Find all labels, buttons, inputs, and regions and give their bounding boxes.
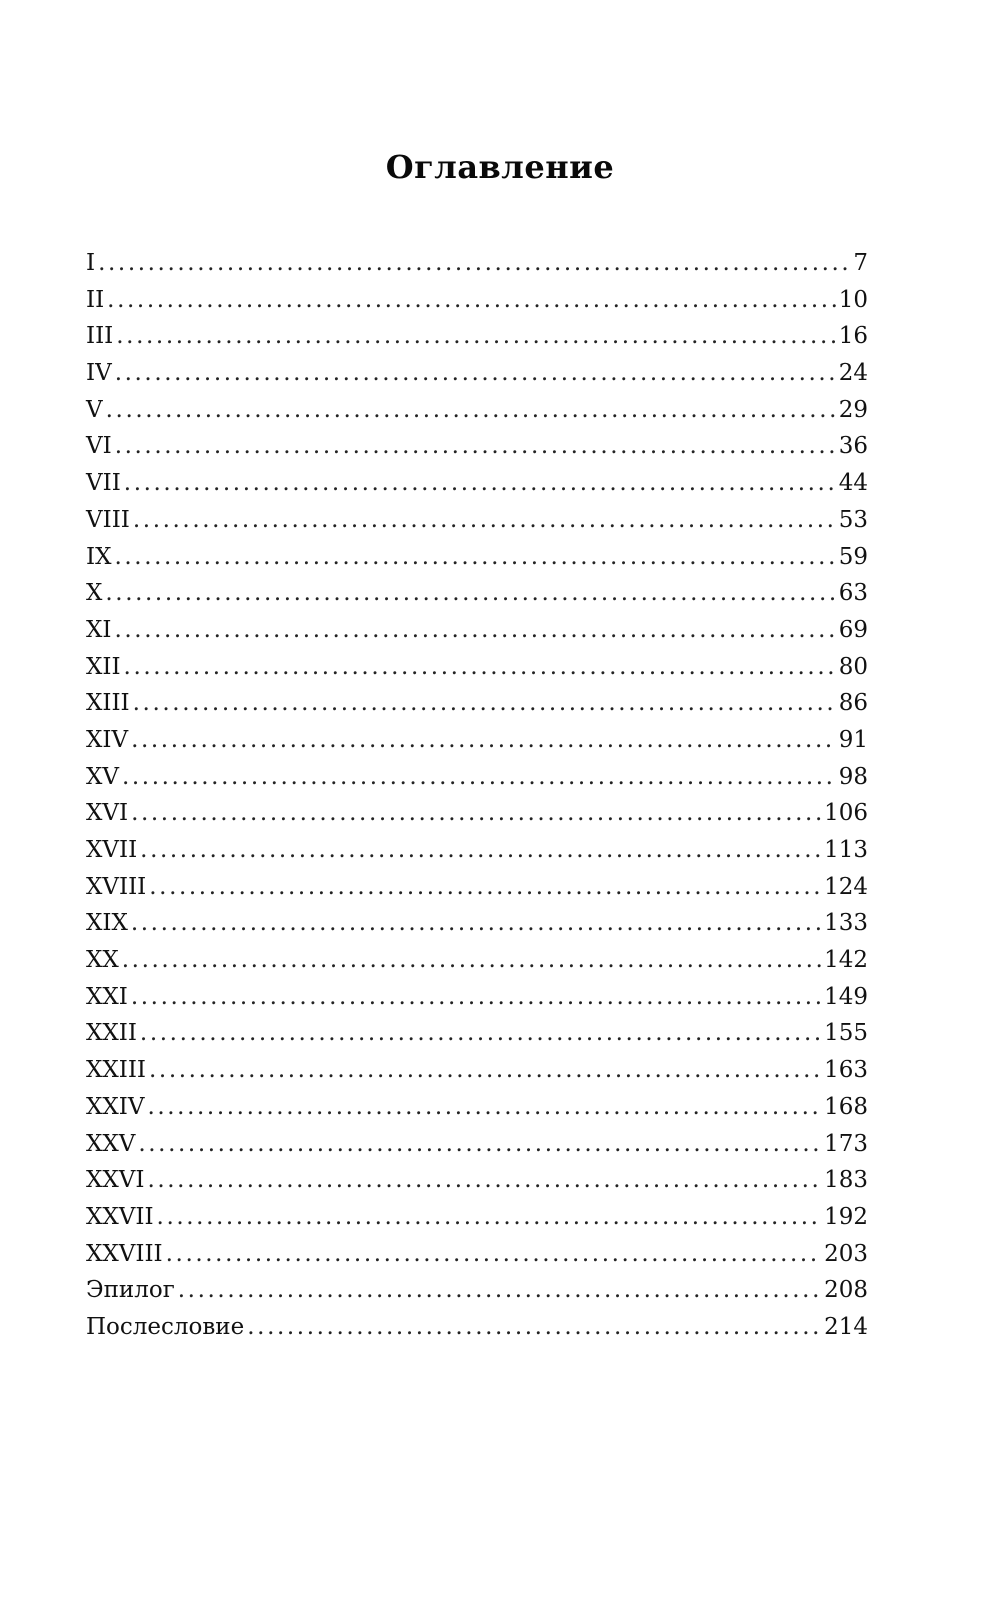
dot-leader (131, 722, 836, 759)
toc-entry-page-number: 155 (824, 1020, 868, 1047)
toc-entry-page-number: 69 (838, 616, 868, 643)
toc-entry (86, 318, 868, 355)
toc-entry-label: X (86, 580, 103, 607)
dot-leader (149, 1052, 821, 1089)
dot-leader (115, 428, 836, 465)
toc-entry (86, 1199, 868, 1236)
toc-entry (86, 392, 868, 429)
dot-leader (157, 1199, 822, 1236)
toc-entry-label: XXI (86, 983, 128, 1010)
toc-entry-page-number: 173 (824, 1130, 868, 1157)
toc-entry (86, 612, 868, 649)
toc-entry-page-number: 53 (838, 506, 868, 533)
toc-entry-label: XXIV (86, 1093, 145, 1120)
toc-entry-label: V (86, 396, 103, 423)
toc-entry (86, 428, 868, 465)
dot-leader (116, 318, 835, 355)
toc-entry-page-number: 59 (838, 543, 868, 570)
table-of-contents (86, 245, 868, 1346)
toc-entry-label: VI (86, 433, 112, 460)
toc-entry (86, 465, 868, 502)
dot-leader (122, 759, 836, 796)
toc-entry-page-number: 192 (824, 1203, 868, 1230)
toc-entry-label: II (86, 286, 105, 313)
dot-leader (105, 575, 835, 612)
dot-leader (149, 869, 821, 906)
toc-entry-label: XVII (86, 837, 138, 863)
toc-entry-page-number: 44 (838, 470, 868, 497)
toc-entry (86, 355, 868, 392)
dot-leader (178, 1272, 821, 1309)
dot-leader (114, 612, 835, 649)
dot-leader (131, 795, 821, 832)
toc-entry-page-number: 7 (853, 250, 868, 276)
toc-entry-label: VIII (86, 506, 130, 533)
toc-entry-label: III (86, 323, 114, 350)
toc-entry-label: IX (86, 543, 112, 570)
toc-entry-label: VII (86, 470, 121, 497)
toc-entry-page-number: 10 (838, 286, 868, 313)
dot-leader (147, 1162, 821, 1199)
toc-entry-page-number: 113 (824, 837, 868, 863)
toc-entry-label: XXVI (86, 1167, 145, 1194)
toc-entry (86, 795, 868, 832)
toc-entry-label: XII (86, 653, 121, 680)
toc-entry (86, 722, 868, 759)
toc-entry-label: Послесловие (86, 1313, 245, 1340)
toc-entry-page-number: 133 (824, 910, 868, 937)
toc-entry-page-number: 86 (838, 690, 868, 717)
toc-entry-label: IV (86, 360, 112, 387)
dot-leader (247, 1309, 821, 1346)
toc-entry-label: XIX (86, 910, 128, 937)
toc-entry (86, 1272, 868, 1309)
toc-entry (86, 539, 868, 576)
dot-leader (133, 502, 836, 539)
toc-entry-page-number: 91 (838, 726, 868, 753)
toc-entry-page-number: 36 (838, 433, 868, 460)
toc-entry (86, 1236, 868, 1273)
dot-leader (138, 1126, 821, 1163)
toc-entry (86, 245, 868, 282)
toc-entry-page-number: 203 (824, 1240, 868, 1267)
toc-entry (86, 759, 868, 796)
dot-leader (124, 465, 836, 502)
dot-leader (124, 649, 836, 686)
toc-entry-page-number: 214 (824, 1313, 868, 1340)
dot-leader (133, 685, 836, 722)
toc-entry-page-number: 80 (838, 653, 868, 680)
toc-entry (86, 685, 868, 722)
dot-leader (115, 355, 836, 392)
toc-entry (86, 282, 868, 319)
toc-entry (86, 869, 868, 906)
dot-leader (147, 1089, 821, 1126)
toc-entry-label: XXVIII (86, 1240, 163, 1267)
toc-entry-page-number: 183 (824, 1167, 868, 1194)
toc-entry-page-number: 208 (824, 1277, 868, 1304)
toc-entry-page-number: 168 (824, 1093, 868, 1120)
toc-entry (86, 1015, 868, 1052)
dot-leader (107, 282, 836, 319)
toc-entry (86, 502, 868, 539)
toc-entry (86, 575, 868, 612)
dot-leader (131, 905, 821, 942)
dot-leader (122, 942, 821, 979)
toc-entry-page-number: 149 (824, 983, 868, 1010)
toc-entry-page-number: 124 (824, 873, 868, 900)
toc-entry (86, 1162, 868, 1199)
toc-entry-page-number: 29 (838, 396, 868, 423)
toc-entry (86, 1126, 868, 1163)
toc-entry-label: XXIII (86, 1057, 147, 1084)
toc-entry (86, 832, 868, 869)
toc-entry-page-number: 63 (838, 580, 868, 607)
toc-entry-label: XVIII (86, 873, 147, 900)
toc-entry-label: I (86, 250, 96, 276)
page-title: Оглавление (385, 148, 615, 186)
toc-entry-label: XXII (86, 1020, 137, 1047)
toc-entry (86, 1089, 868, 1126)
toc-entry-page-number: 24 (838, 360, 868, 387)
toc-entry-page-number: 163 (824, 1057, 868, 1084)
dot-leader (131, 979, 821, 1016)
dot-leader (114, 539, 835, 576)
dot-leader (98, 245, 850, 282)
toc-entry-label: XIII (86, 690, 130, 717)
toc-entry-label: XI (86, 616, 112, 643)
toc-entry (86, 979, 868, 1016)
toc-entry-page-number: 16 (838, 323, 868, 350)
toc-entry-label: XXVII (86, 1203, 154, 1230)
toc-entry-label: XX (86, 947, 119, 974)
toc-entry-page-number: 142 (824, 947, 868, 974)
dot-leader (140, 1015, 821, 1052)
toc-entry (86, 649, 868, 686)
toc-entry-label: XXV (86, 1130, 136, 1157)
toc-entry-label: XV (86, 763, 119, 790)
toc-entry-label: XVI (86, 800, 129, 827)
toc-entry-page-number: 98 (838, 763, 868, 790)
toc-entry (86, 942, 868, 979)
dot-leader (106, 392, 836, 429)
dot-leader (166, 1236, 821, 1273)
toc-entry-label: Эпилог (86, 1277, 175, 1304)
toc-entry (86, 905, 868, 942)
toc-entry-label: XIV (86, 726, 129, 753)
toc-entry (86, 1309, 868, 1346)
toc-entry (86, 1052, 868, 1089)
toc-entry-page-number: 106 (824, 800, 868, 827)
dot-leader (140, 832, 821, 869)
